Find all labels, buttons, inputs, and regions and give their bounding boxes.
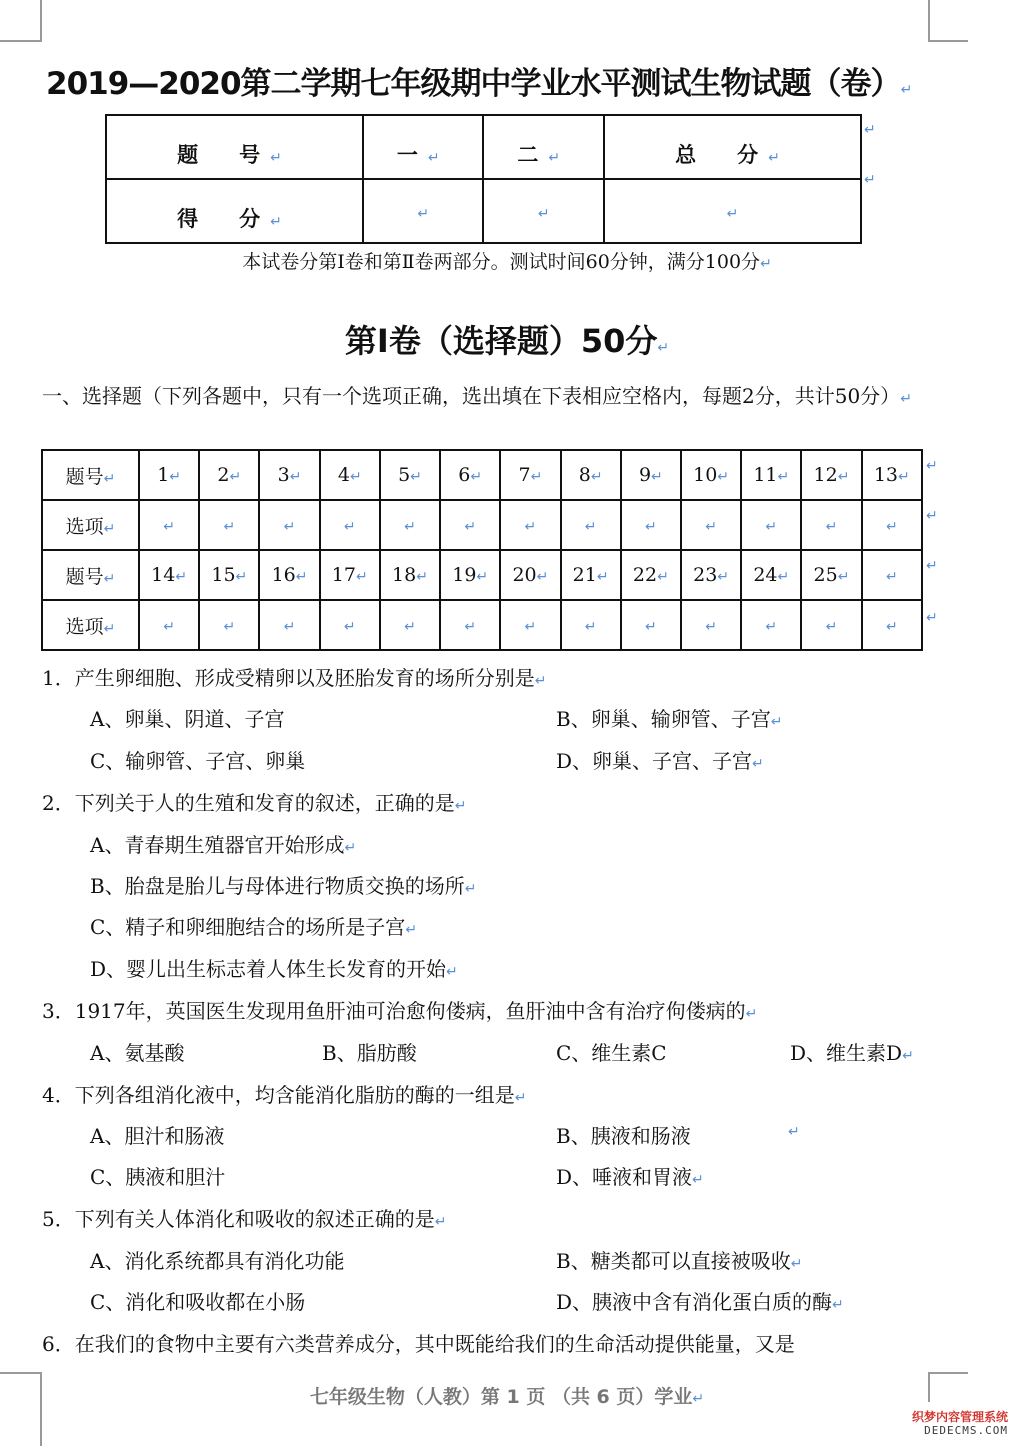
crop-mark-top-right-v — [928, 0, 930, 42]
option-c: C、消化和吸收都在小肠 — [90, 1290, 306, 1314]
answer-cell[interactable]: ↵ — [380, 600, 440, 650]
question-stem: 5．下列有关人体消化和吸收的叙述正确的是↵ — [42, 1207, 447, 1231]
question-number-cell: 22↵ — [621, 550, 681, 600]
answer-cell[interactable]: ↵ — [862, 500, 922, 550]
question-number-cell: 14↵ — [139, 550, 199, 600]
paragraph-mark-icon: ↵ — [864, 122, 876, 138]
question-number-cell: 18↵ — [380, 550, 440, 600]
answer-cell[interactable]: ↵ — [862, 600, 922, 650]
option-b: B、脂肪酸 — [322, 1041, 417, 1065]
answer-number-row — [42, 550, 922, 600]
answer-cell[interactable]: ↵ — [440, 500, 500, 550]
question-number-cell: 11↵ — [741, 450, 801, 500]
answer-cell[interactable]: ↵ — [801, 600, 861, 650]
option-a: A、胆汁和肠液 — [90, 1124, 225, 1148]
question-number-cell: 15↵ — [199, 550, 259, 600]
answer-cell[interactable]: ↵ — [681, 500, 741, 550]
answer-cell[interactable]: ↵ — [681, 600, 741, 650]
answer-cell[interactable]: ↵ — [621, 500, 681, 550]
answer-cell[interactable]: ↵ — [741, 500, 801, 550]
answer-option-row — [42, 600, 922, 650]
question-stem: 1．产生卵细胞、形成受精卵以及胚胎发育的场所分别是↵ — [42, 666, 547, 690]
score-table — [105, 114, 862, 244]
answer-row-label: 题号↵ — [42, 550, 139, 600]
question-stem: 3．1917年，英国医生发现用鱼肝油可治愈佝偻病，鱼肝油中含有治疗佝偻病的↵ — [42, 999, 758, 1023]
score-table-header-row — [106, 115, 861, 179]
question-number-cell: 13↵ — [862, 450, 922, 500]
answer-cell[interactable]: ↵ — [500, 600, 560, 650]
crop-mark-top-right-h — [928, 40, 968, 42]
crop-mark-top-left-h — [0, 40, 42, 42]
option-a: A、消化系统都具有消化功能 — [90, 1249, 345, 1273]
paragraph-mark-icon: ↵ — [926, 458, 938, 474]
option-c: C、胰液和胆汁 — [90, 1165, 226, 1189]
answer-cell[interactable]: ↵ — [561, 600, 621, 650]
answer-cell[interactable]: ↵ — [199, 500, 259, 550]
exam-info: 本试卷分第Ⅰ卷和第Ⅱ卷两部分。测试时间60分钟，满分100分↵ — [242, 251, 772, 273]
question-number-cell: 17↵ — [320, 550, 380, 600]
option-a: A、氨基酸 — [90, 1041, 185, 1065]
score-table-score-row — [106, 179, 861, 243]
option-a: A、青春期生殖器官开始形成↵ — [90, 833, 357, 857]
answer-row-label: 题号↵ — [42, 450, 139, 500]
question-number-cell: 8↵ — [561, 450, 621, 500]
question-number-cell: 25↵ — [801, 550, 861, 600]
watermark-line-2: DEDECMS.COM — [924, 1424, 1008, 1437]
answer-row-label: 选项↵ — [42, 500, 139, 550]
option-b: B、胎盘是胎儿与母体进行物质交换的场所↵ — [90, 874, 477, 898]
question-number-cell: 7↵ — [500, 450, 560, 500]
option-c: C、维生素C — [556, 1041, 667, 1065]
question-number-cell: 2↵ — [199, 450, 259, 500]
score-cell[interactable]: ↵ — [483, 179, 604, 243]
crop-mark-bottom-left-h — [0, 1372, 42, 1374]
question-number-cell: 4↵ — [320, 450, 380, 500]
exam-title: 2019—2020第二学期七年级期中学业水平测试生物试题（卷）↵ — [46, 66, 912, 102]
option-b: B、糖类都可以直接被吸收↵ — [556, 1249, 803, 1273]
score-row-label: 得 分↵ — [106, 179, 363, 243]
score-header-cell: 题 号↵ — [106, 115, 363, 179]
question-stem: 4．下列各组消化液中，均含能消化脂肪的酶的一组是↵ — [42, 1083, 527, 1107]
question-number-cell: 5↵ — [380, 450, 440, 500]
question-number-cell: 10↵ — [681, 450, 741, 500]
score-header-cell: 一↵ — [363, 115, 484, 179]
question-number-cell: 21↵ — [561, 550, 621, 600]
option-d: D、胰液中含有消化蛋白质的酶↵ — [556, 1290, 844, 1314]
question-number-cell: 20↵ — [500, 550, 560, 600]
question-number-cell: 19↵ — [440, 550, 500, 600]
watermark — [912, 1410, 1008, 1438]
paragraph-mark-icon: ↵ — [926, 610, 938, 626]
question-number-cell: 12↵ — [801, 450, 861, 500]
question-number-cell: 16↵ — [259, 550, 319, 600]
answer-cell[interactable]: ↵ — [320, 500, 380, 550]
option-c: C、输卵管、子宫、卵巢 — [90, 749, 306, 773]
question-number-cell: 9↵ — [621, 450, 681, 500]
paragraph-mark-icon: ↵ — [864, 172, 876, 188]
answer-table — [41, 449, 923, 651]
paragraph-mark-icon: ↵ — [900, 82, 912, 98]
answer-cell[interactable]: ↵ — [561, 500, 621, 550]
crop-mark-bottom-right-h — [928, 1372, 968, 1374]
question-number-cell: 3↵ — [259, 450, 319, 500]
option-a: A、卵巢、阴道、子宫 — [90, 707, 285, 731]
option-c: C、精子和卵细胞结合的场所是子宫↵ — [90, 915, 418, 939]
answer-row-label: 选项↵ — [42, 600, 139, 650]
section-instruction: 一、选择题（下列各题中，只有一个选项正确，选出填在下表相应空格内，每题2分，共计50分）↵ — [42, 384, 912, 408]
question-number-cell: 24↵ — [741, 550, 801, 600]
page-footer: 七年级生物（人教）第 1 页 （共 6 页）学业↵ — [309, 1386, 705, 1408]
answer-cell[interactable]: ↵ — [259, 500, 319, 550]
answer-cell[interactable]: ↵ — [621, 600, 681, 650]
answer-cell[interactable]: ↵ — [139, 500, 199, 550]
question-number-cell: 6↵ — [440, 450, 500, 500]
option-b: B、胰液和肠液 — [556, 1124, 691, 1148]
answer-cell[interactable]: ↵ — [440, 600, 500, 650]
score-cell[interactable]: ↵ — [604, 179, 861, 243]
option-d: D、卵巢、子宫、子宫↵ — [556, 749, 764, 773]
answer-cell[interactable]: ↵ — [741, 600, 801, 650]
answer-cell[interactable]: ↵ — [199, 600, 259, 650]
paragraph-mark-icon: ↵ — [788, 1124, 800, 1140]
score-cell[interactable]: ↵ — [363, 179, 484, 243]
answer-cell[interactable]: ↵ — [139, 600, 199, 650]
question-number-cell: ↵ — [862, 550, 922, 600]
paragraph-mark-icon: ↵ — [926, 558, 938, 574]
crop-mark-top-left-v — [40, 0, 42, 42]
answer-number-row — [42, 450, 922, 500]
answer-cell[interactable]: ↵ — [801, 500, 861, 550]
question-number-cell: 1↵ — [139, 450, 199, 500]
question-stem: 2．下列关于人的生殖和发育的叙述，正确的是↵ — [42, 791, 467, 815]
answer-cell[interactable]: ↵ — [500, 500, 560, 550]
score-header-cell: 二↵ — [483, 115, 604, 179]
answer-cell[interactable]: ↵ — [380, 500, 440, 550]
watermark-line-1: 织梦内容管理系统 — [911, 1410, 1008, 1424]
answer-option-row — [42, 500, 922, 550]
paragraph-mark-icon: ↵ — [926, 508, 938, 524]
option-b: B、卵巢、输卵管、子宫↵ — [556, 707, 783, 731]
answer-cell[interactable]: ↵ — [259, 600, 319, 650]
section-title: 第Ⅰ卷（选择题）50分↵ — [344, 322, 670, 360]
option-d: D、婴儿出生标志着人体生长发育的开始↵ — [90, 957, 458, 981]
question-number-cell: 23↵ — [681, 550, 741, 600]
score-header-cell: 总 分↵ — [604, 115, 861, 179]
question-stem: 6．在我们的食物中主要有六类营养成分，其中既能给我们的生命活动提供能量，又是 — [42, 1332, 795, 1356]
answer-cell[interactable]: ↵ — [320, 600, 380, 650]
option-d: D、维生素D↵ — [790, 1041, 914, 1065]
option-d: D、唾液和胃液↵ — [556, 1165, 704, 1189]
